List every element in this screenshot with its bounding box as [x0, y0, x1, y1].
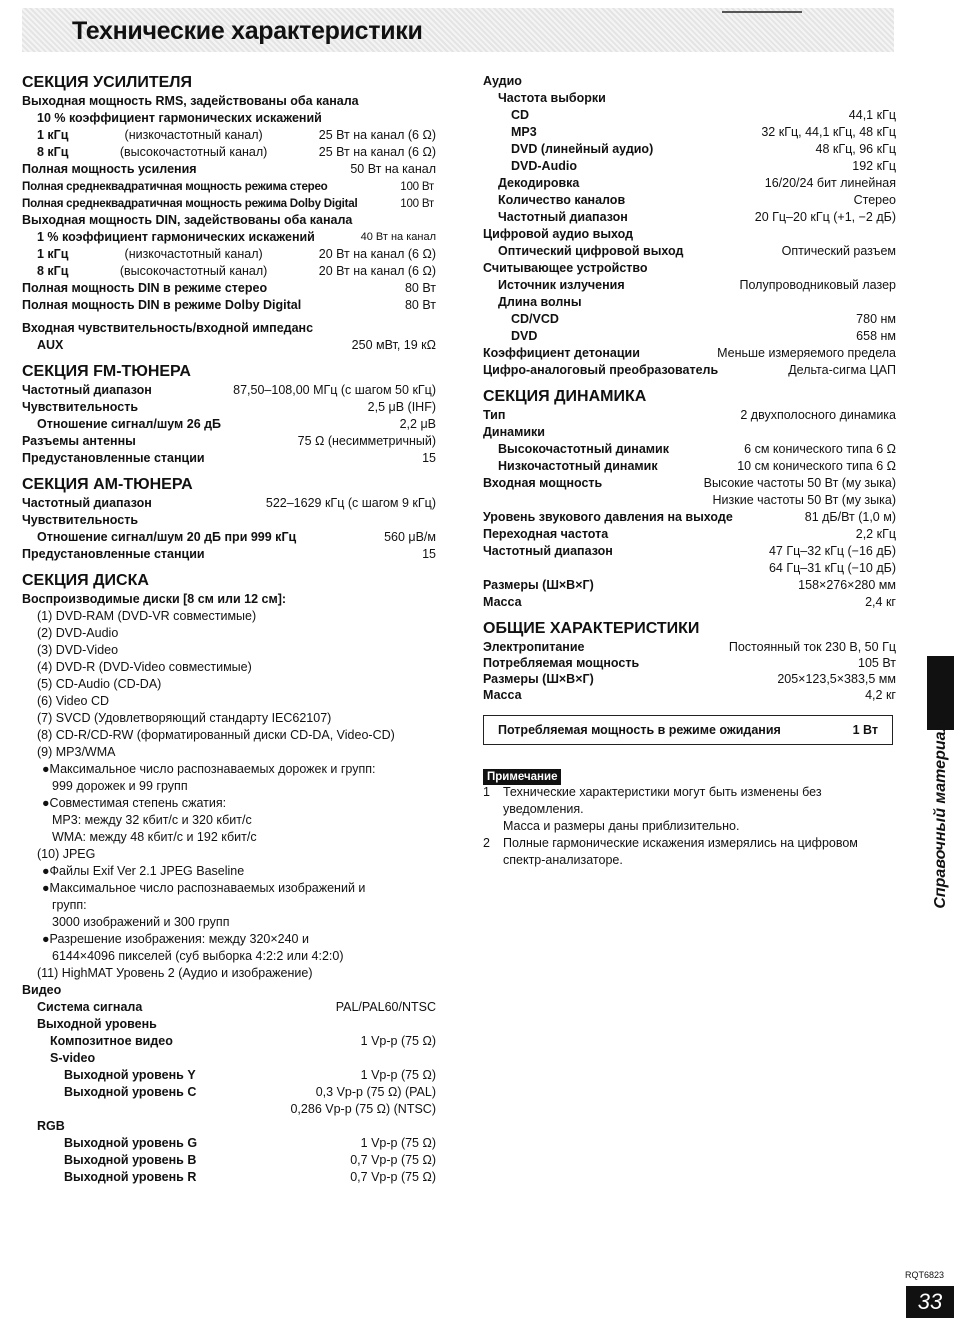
spec-label: Размеры (Ш×В×Г) — [483, 578, 594, 592]
note-number: 2 — [483, 836, 490, 850]
spec-label: Цифро-аналоговый преобразователь — [483, 363, 719, 377]
spec-value: 4,2 кг — [865, 688, 896, 702]
spec-value: 780 нм — [856, 312, 896, 326]
spec-value: 2 двухполосного динамика — [740, 408, 896, 422]
spec-label: DVD — [511, 329, 538, 343]
spec-value: 47 Гц–32 кГц (−16 дБ) — [768, 544, 896, 558]
spec-row — [22, 280, 436, 297]
spec-label: MP3 — [511, 125, 537, 139]
note-text: Масса и размеры даны приблизительно. — [503, 819, 740, 833]
spec-label: Уровень звукового давления на выходе — [483, 510, 733, 524]
amp-heading: СЕКЦИЯ УСИЛИТЕЛЯ — [22, 74, 193, 91]
spec-label: Предустановленные станции — [22, 547, 205, 561]
right-column — [483, 73, 896, 703]
disc-line: (10) JPEG — [37, 847, 96, 861]
spec-value: 0,7 Vp-p (75 Ω) — [350, 1153, 436, 1167]
spec-label: Частотный диапазон — [22, 496, 152, 510]
spec-row — [22, 495, 436, 512]
spec-row — [22, 127, 436, 144]
spec-row — [483, 277, 896, 294]
spec-label: Предустановленные станции — [22, 451, 205, 465]
spec-value: 20 Вт на канал (6 Ω) — [318, 264, 436, 278]
disc-line: (3) DVD-Video — [37, 643, 119, 657]
spec-value: 15 — [422, 451, 436, 465]
speaker-heading: СЕКЦИЯ ДИНАМИКА — [483, 388, 647, 405]
spec-label: Размеры (Ш×В×Г) — [483, 672, 594, 686]
spec-value: Высокие частоты 50 Вт (му зыка) — [703, 476, 896, 490]
spec-group-title: Воспроизводимые диски [8 см или 12 см]: — [22, 592, 287, 606]
spec-value: 16/20/24 бит линейная — [764, 176, 896, 190]
disc-line: MP3: между 32 кбит/с и 320 кбит/с — [52, 813, 252, 827]
spec-row — [483, 362, 896, 379]
spec-value: 15 — [422, 547, 436, 561]
spec-row — [483, 671, 896, 687]
spec-label: 1 кГц — [37, 128, 69, 142]
spec-value: 44,1 кГц — [848, 108, 896, 122]
spec-value: Низкие частоты 50 Вт (му зыка) — [712, 493, 896, 507]
spec-subtitle: S-video — [50, 1051, 96, 1065]
spec-label: Низкочастотный динамик — [498, 459, 658, 473]
spec-row — [483, 509, 896, 526]
spec-label: Выходной уровень B — [64, 1153, 197, 1167]
spec-value: 48 кГц, 96 кГц — [815, 142, 896, 156]
spec-row — [22, 433, 436, 450]
spec-label: Высокочастотный динамик — [498, 442, 669, 456]
spec-value: 10 см конического типа 6 Ω — [737, 459, 896, 473]
side-tab-label: Справочный материал — [932, 721, 949, 909]
spec-subtitle: Частота выборки — [498, 91, 606, 105]
spec-row — [22, 263, 436, 280]
spec-row — [483, 639, 896, 655]
spec-label: Оптический цифровой выход — [498, 244, 684, 258]
disc-line: (9) MP3/WMA — [37, 745, 116, 759]
disc-line: (4) DVD-R (DVD-Video совместимые) — [37, 660, 252, 674]
spec-label: 1 кГц — [37, 247, 69, 261]
spec-label: Масса — [483, 595, 522, 609]
note-item — [483, 784, 896, 835]
spec-label: 8 кГц — [37, 264, 69, 278]
spec-note: (низкочастотный канал) — [124, 128, 263, 142]
spec-row — [22, 1152, 436, 1169]
spec-row — [483, 243, 896, 260]
note-item — [483, 835, 896, 869]
spec-row — [22, 337, 436, 354]
spec-label: Частотный диапазон — [22, 383, 152, 397]
spec-value: 100 Вт — [400, 180, 434, 193]
spec-group-title: Динамики — [483, 425, 545, 439]
spec-row — [22, 1169, 436, 1186]
spec-value: 80 Вт — [404, 298, 436, 312]
spec-value: PAL/PAL60/NTSC — [335, 1000, 436, 1014]
page-title: Технические характеристики — [72, 17, 423, 45]
disc-line: 3000 изображений и 300 групп — [52, 915, 230, 929]
spec-label: Отношение сигнал/шум 26 дБ — [37, 417, 222, 431]
spec-value: 80 Вт — [404, 281, 436, 295]
spec-row — [22, 1084, 436, 1101]
spec-label: Коэффициент детонации — [483, 346, 640, 360]
spec-value: 0,3 Vp-p (75 Ω) (PAL) — [315, 1085, 436, 1099]
spec-row — [22, 450, 436, 467]
spec-label: Полная мощность усиления — [22, 162, 197, 176]
note-text: Технические характеристики могут быть изменены без — [503, 785, 822, 799]
spec-value: 20 Гц–20 кГц (+1, −2 дБ) — [754, 210, 896, 224]
disc-line: (6) Video CD — [37, 694, 110, 708]
spec-row — [483, 345, 896, 362]
spec-value: 81 дБ/Вт (1,0 м) — [804, 510, 896, 524]
spec-value: 560 μВ/м — [384, 530, 436, 544]
disc-line: групп: — [52, 898, 87, 912]
spec-subtitle: Выходной уровень — [37, 1017, 157, 1031]
spec-value: 87,50–108,00 МГц (с шагом 50 кГц) — [233, 383, 436, 397]
spec-value: 2,2 кГц — [855, 527, 896, 541]
spec-label: CD/VCD — [511, 312, 559, 326]
spec-value: 100 Вт — [400, 197, 434, 210]
spec-value: Оптический разъем — [781, 244, 896, 258]
spec-row — [483, 407, 896, 424]
spec-row — [22, 546, 436, 563]
spec-label: Чувствительность — [22, 400, 139, 414]
spec-label: Количество каналов — [498, 193, 626, 207]
spec-label: Отношение сигнал/шум 20 дБ при 999 кГц — [37, 530, 297, 544]
banner-rule — [722, 11, 802, 13]
spec-value: Дельта-сигма ЦАП — [788, 363, 896, 377]
spec-label: Частотный диапазон — [498, 210, 628, 224]
spec-row — [22, 1067, 436, 1084]
spec-label: Полная мощность DIN в режиме стерео — [22, 281, 268, 295]
spec-value: 205×123,5×383,5 мм — [777, 672, 896, 686]
spec-label: 8 кГц — [37, 145, 69, 159]
standby-power-box — [483, 715, 893, 745]
spec-row — [22, 229, 436, 246]
spec-row — [483, 687, 896, 703]
spec-value: 20 Вт на канал (6 Ω) — [318, 247, 436, 261]
general-heading: ОБЩИЕ ХАРАКТЕРИСТИКИ — [483, 620, 700, 637]
spec-value: Полупроводниковый лазер — [739, 278, 896, 292]
spec-row — [483, 192, 896, 209]
spec-value: 1 Vp-p (75 Ω) — [360, 1136, 436, 1150]
spec-label: Система сигнала — [37, 1000, 143, 1014]
spec-note: (низкочастотный канал) — [124, 247, 263, 261]
spec-value: 2,4 кг — [865, 595, 896, 609]
spec-row — [483, 158, 896, 175]
spec-subtitle: Длина волны — [498, 295, 582, 309]
spec-note: (высокочастотный канал) — [119, 264, 268, 278]
spec-label: Выходной уровень C — [64, 1085, 197, 1099]
spec-label: Источник излучения — [498, 278, 625, 292]
spec-row — [22, 416, 436, 433]
spec-group-title: Аудио — [483, 74, 522, 88]
spec-subtitle: 10 % коэффициент гармонических искажений — [37, 111, 322, 125]
disc-line: ●Максимальное число распознаваемых дорожек и групп: — [42, 762, 376, 776]
note-number: 1 — [483, 785, 490, 799]
spec-value: 1 Vp-p (75 Ω) — [360, 1068, 436, 1082]
disc-line: (2) DVD-Audio — [37, 626, 119, 640]
spec-value: 75 Ω (несимметричный) — [297, 434, 436, 448]
spec-label: Полная мощность DIN в режиме Dolby Digital — [22, 298, 302, 312]
spec-row — [22, 399, 436, 416]
spec-row — [22, 161, 436, 178]
spec-row — [22, 178, 436, 195]
spec-value: 250 мВт, 19 кΩ — [351, 338, 436, 352]
standby-value: 1 Вт — [852, 723, 878, 737]
disc-line: (5) CD-Audio (CD-DA) — [37, 677, 162, 691]
am-heading: СЕКЦИЯ АМ-ТЮНЕРА — [22, 476, 193, 493]
spec-row — [22, 999, 436, 1016]
spec-label: Электропитание — [483, 640, 585, 654]
spec-row — [483, 526, 896, 543]
spec-row — [22, 1135, 436, 1152]
spec-row — [22, 529, 436, 546]
disc-line: ●Разрешение изображения: между 320×240 и — [42, 932, 309, 946]
fm-heading: СЕКЦИЯ FM-ТЮНЕРА — [22, 363, 191, 380]
spec-label: CD — [511, 108, 530, 122]
spec-group-title: Выходная мощность DIN, задействованы оба канала — [22, 213, 353, 227]
spec-value: Меньше измеряемого предела — [717, 346, 896, 360]
spec-row — [22, 382, 436, 399]
spec-value: 40 Вт на канал — [360, 231, 436, 243]
spec-value: 50 Вт на канал — [350, 162, 436, 176]
spec-value: 158×276×280 мм — [798, 578, 896, 592]
spec-row — [22, 297, 436, 314]
spec-row — [483, 492, 896, 509]
spec-label: Разъемы антенны — [22, 434, 136, 448]
spec-label: Масса — [483, 688, 522, 702]
disc-line: (1) DVD-RAM (DVD-VR совместимые) — [37, 609, 257, 623]
spec-label: Тип — [483, 408, 506, 422]
spec-group-title: Входная чувствительность/входной импеданс — [22, 321, 314, 335]
spec-value: 2,2 μВ — [399, 417, 436, 431]
spec-value: 32 кГц, 44,1 кГц, 48 кГц — [761, 125, 896, 139]
spec-label: Входная мощность — [483, 476, 603, 490]
spec-row — [483, 577, 896, 594]
standby-label: Потребляемая мощность в режиме ожидания — [498, 723, 781, 737]
notes — [483, 784, 896, 869]
disc-line: (7) SVCD (Удовлетворяющий стандарту IEC62107) — [37, 711, 332, 725]
disc-line: WMA: между 48 кбит/с и 192 кбит/с — [52, 830, 257, 844]
spec-group-title: Считывающее устройство — [483, 261, 648, 275]
spec-label: AUX — [37, 338, 64, 352]
spec-value: 25 Вт на канал (6 Ω) — [318, 145, 436, 159]
disc-line: 6144×4096 пикселей (суб выборка 4:2:2 или 4:2:0) — [52, 949, 344, 963]
title-banner — [22, 8, 894, 52]
spec-subtitle: RGB — [37, 1119, 65, 1133]
spec-label: Полная среднеквадратичная мощность режима Dolby Digital — [22, 197, 358, 210]
page-number: 33 — [906, 1286, 954, 1318]
spec-label: Потребляемая мощность — [483, 656, 640, 670]
spec-row — [483, 328, 896, 345]
spec-group-title: Выходная мощность RMS, задействованы оба канала — [22, 94, 359, 108]
disc-line: (8) CD-R/CD-RW (форматированный диски CD-DA, Video-CD) — [37, 728, 395, 742]
spec-label: Выходной уровень R — [64, 1170, 197, 1184]
spec-row — [22, 246, 436, 263]
disc-line: (11) HighMAT Уровень 2 (Аудио и изображение) — [37, 966, 313, 980]
note-badge: Примечание — [483, 769, 561, 785]
spec-row — [483, 594, 896, 611]
spec-label: Переходная частота — [483, 527, 609, 541]
spec-group-title: Видео — [22, 983, 62, 997]
document-number: RQT6823 — [905, 1270, 945, 1280]
spec-label: DVD-Audio — [511, 159, 577, 173]
spec-label: Декодировка — [498, 176, 580, 190]
spec-value: 64 Гц–31 кГц (−10 дБ) — [768, 561, 896, 575]
spec-label: Полная среднеквадратичная мощность режима стерео — [22, 180, 328, 193]
left-column — [22, 73, 436, 1186]
spec-row — [22, 195, 436, 212]
disc-line: ●Файлы Exif Ver 2.1 JPEG Baseline — [42, 864, 245, 878]
spec-label: Частотный диапазон — [483, 544, 613, 558]
spec-value: Стерео — [853, 193, 896, 207]
spec-value: 105 Вт — [858, 656, 896, 670]
spec-value: 522–1629 кГц (с шагом 9 кГц) — [265, 496, 436, 510]
spec-row — [483, 543, 896, 560]
spec-note: (высокочастотный канал) — [119, 145, 268, 159]
disc-line: ●Совместимая степень сжатия: — [42, 796, 227, 810]
spec-label: Выходной уровень G — [64, 1136, 198, 1150]
spec-row — [483, 441, 896, 458]
spec-row — [22, 1101, 436, 1118]
spec-row — [483, 107, 896, 124]
disc-heading: СЕКЦИЯ ДИСКА — [22, 572, 149, 589]
note-text: Полные гармонические искажения измерялись на цифровом — [503, 836, 858, 850]
spec-row — [483, 655, 896, 671]
spec-row — [22, 144, 436, 161]
spec-group-title: Цифровой аудио выход — [483, 227, 634, 241]
disc-line: 999 дорожек и 99 групп — [52, 779, 188, 793]
disc-line: ●Максимальное число распознаваемых изображений и — [42, 881, 366, 895]
spec-value: 192 кГц — [852, 159, 896, 173]
spec-row — [483, 458, 896, 475]
spec-label: Композитное видео — [50, 1034, 173, 1048]
note-text: спектр-анализаторе. — [503, 853, 623, 867]
spec-label: Чувствительность — [22, 513, 139, 527]
spec-value: Постоянный ток 230 В, 50 Гц — [728, 640, 896, 654]
spec-value: 0,7 Vp-p (75 Ω) — [350, 1170, 436, 1184]
spec-value: 25 Вт на канал (6 Ω) — [318, 128, 436, 142]
spec-label: 1 % коэффициент гармонических искажений — [37, 230, 315, 244]
spec-row — [483, 141, 896, 158]
spec-row — [483, 209, 896, 226]
spec-row — [483, 560, 896, 577]
spec-value: 658 нм — [856, 329, 896, 343]
spec-row — [483, 175, 896, 192]
spec-row — [22, 1033, 436, 1050]
spec-value: 0,286 Vp-p (75 Ω) (NTSC) — [290, 1102, 436, 1116]
spec-value: 1 Vp-p (75 Ω) — [360, 1034, 436, 1048]
spec-row — [483, 311, 896, 328]
spec-row — [483, 124, 896, 141]
spec-label: DVD (линейный аудио) — [511, 142, 654, 156]
spec-value: 6 см конического типа 6 Ω — [744, 442, 896, 456]
note-text: уведомления. — [503, 802, 584, 816]
spec-label: Выходной уровень Y — [64, 1068, 196, 1082]
side-tab-marker — [927, 656, 954, 730]
spec-value: 2,5 μВ (IHF) — [367, 400, 436, 414]
spec-row — [483, 475, 896, 492]
